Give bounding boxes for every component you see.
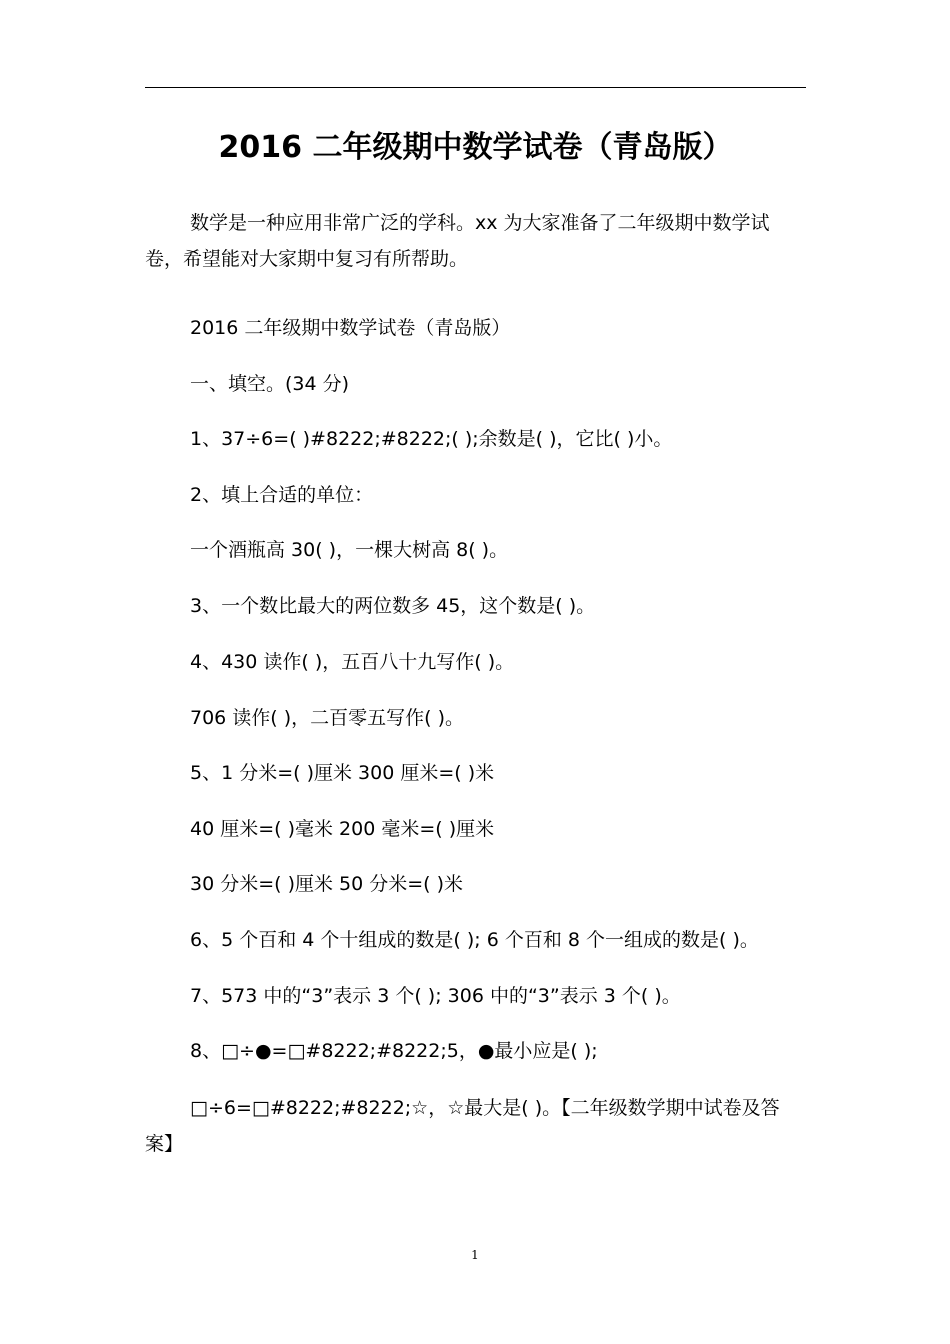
text-line: 2016 二年级期中数学试卷（青岛版） xyxy=(190,317,511,339)
intro-paragraph: 数学是一种应用非常广泛的学科。xx 为大家准备了二年级期中数学试卷，希望能对大家期中复习有所帮助。 xyxy=(145,212,770,270)
text-line: 7、573 中的“3”表示 3 个( ); 306 中的“3”表示 3 个( )。 xyxy=(190,985,681,1007)
last-paragraph: □÷6=□#8222;#8222;☆，☆最大是( )。【二年级数学期中试卷及答案】 xyxy=(145,1097,780,1155)
text-line: 4、430 读作( )，五百八十九写作( )。 xyxy=(190,651,515,673)
text-line: 30 分米=( )厘米 50 分米=( )米 xyxy=(190,873,464,895)
text-line: 3、一个数比最大的两位数多 45，这个数是( )。 xyxy=(190,595,596,617)
text-line: 1、37÷6=( )#8222;#8222;( );余数是( )，它比( )小。 xyxy=(190,428,673,450)
text-line: 5、1 分米=( )厘米 300 厘米=( )米 xyxy=(190,762,495,784)
text-line: 2、填上合适的单位： xyxy=(190,484,374,506)
text-line: 706 读作( )，二百零五写作( )。 xyxy=(190,707,465,729)
text-line: 一、填空。(34 分) xyxy=(190,373,350,395)
text-line: 40 厘米=( )毫米 200 毫米=( )厘米 xyxy=(190,818,495,840)
text-line: 8、□÷●=□#8222;#8222;5，●最小应是( ); xyxy=(190,1040,598,1062)
text-line: 6、5 个百和 4 个十组成的数是( ); 6 个百和 8 个一组成的数是( )。 xyxy=(190,929,759,951)
document-title: 2016 二年级期中数学试卷（青岛版） xyxy=(218,130,733,165)
header-rule xyxy=(145,87,806,88)
text-line: 一个酒瓶高 30( )，一棵大树高 8( )。 xyxy=(190,539,509,561)
page-number: 1 xyxy=(471,1248,479,1262)
